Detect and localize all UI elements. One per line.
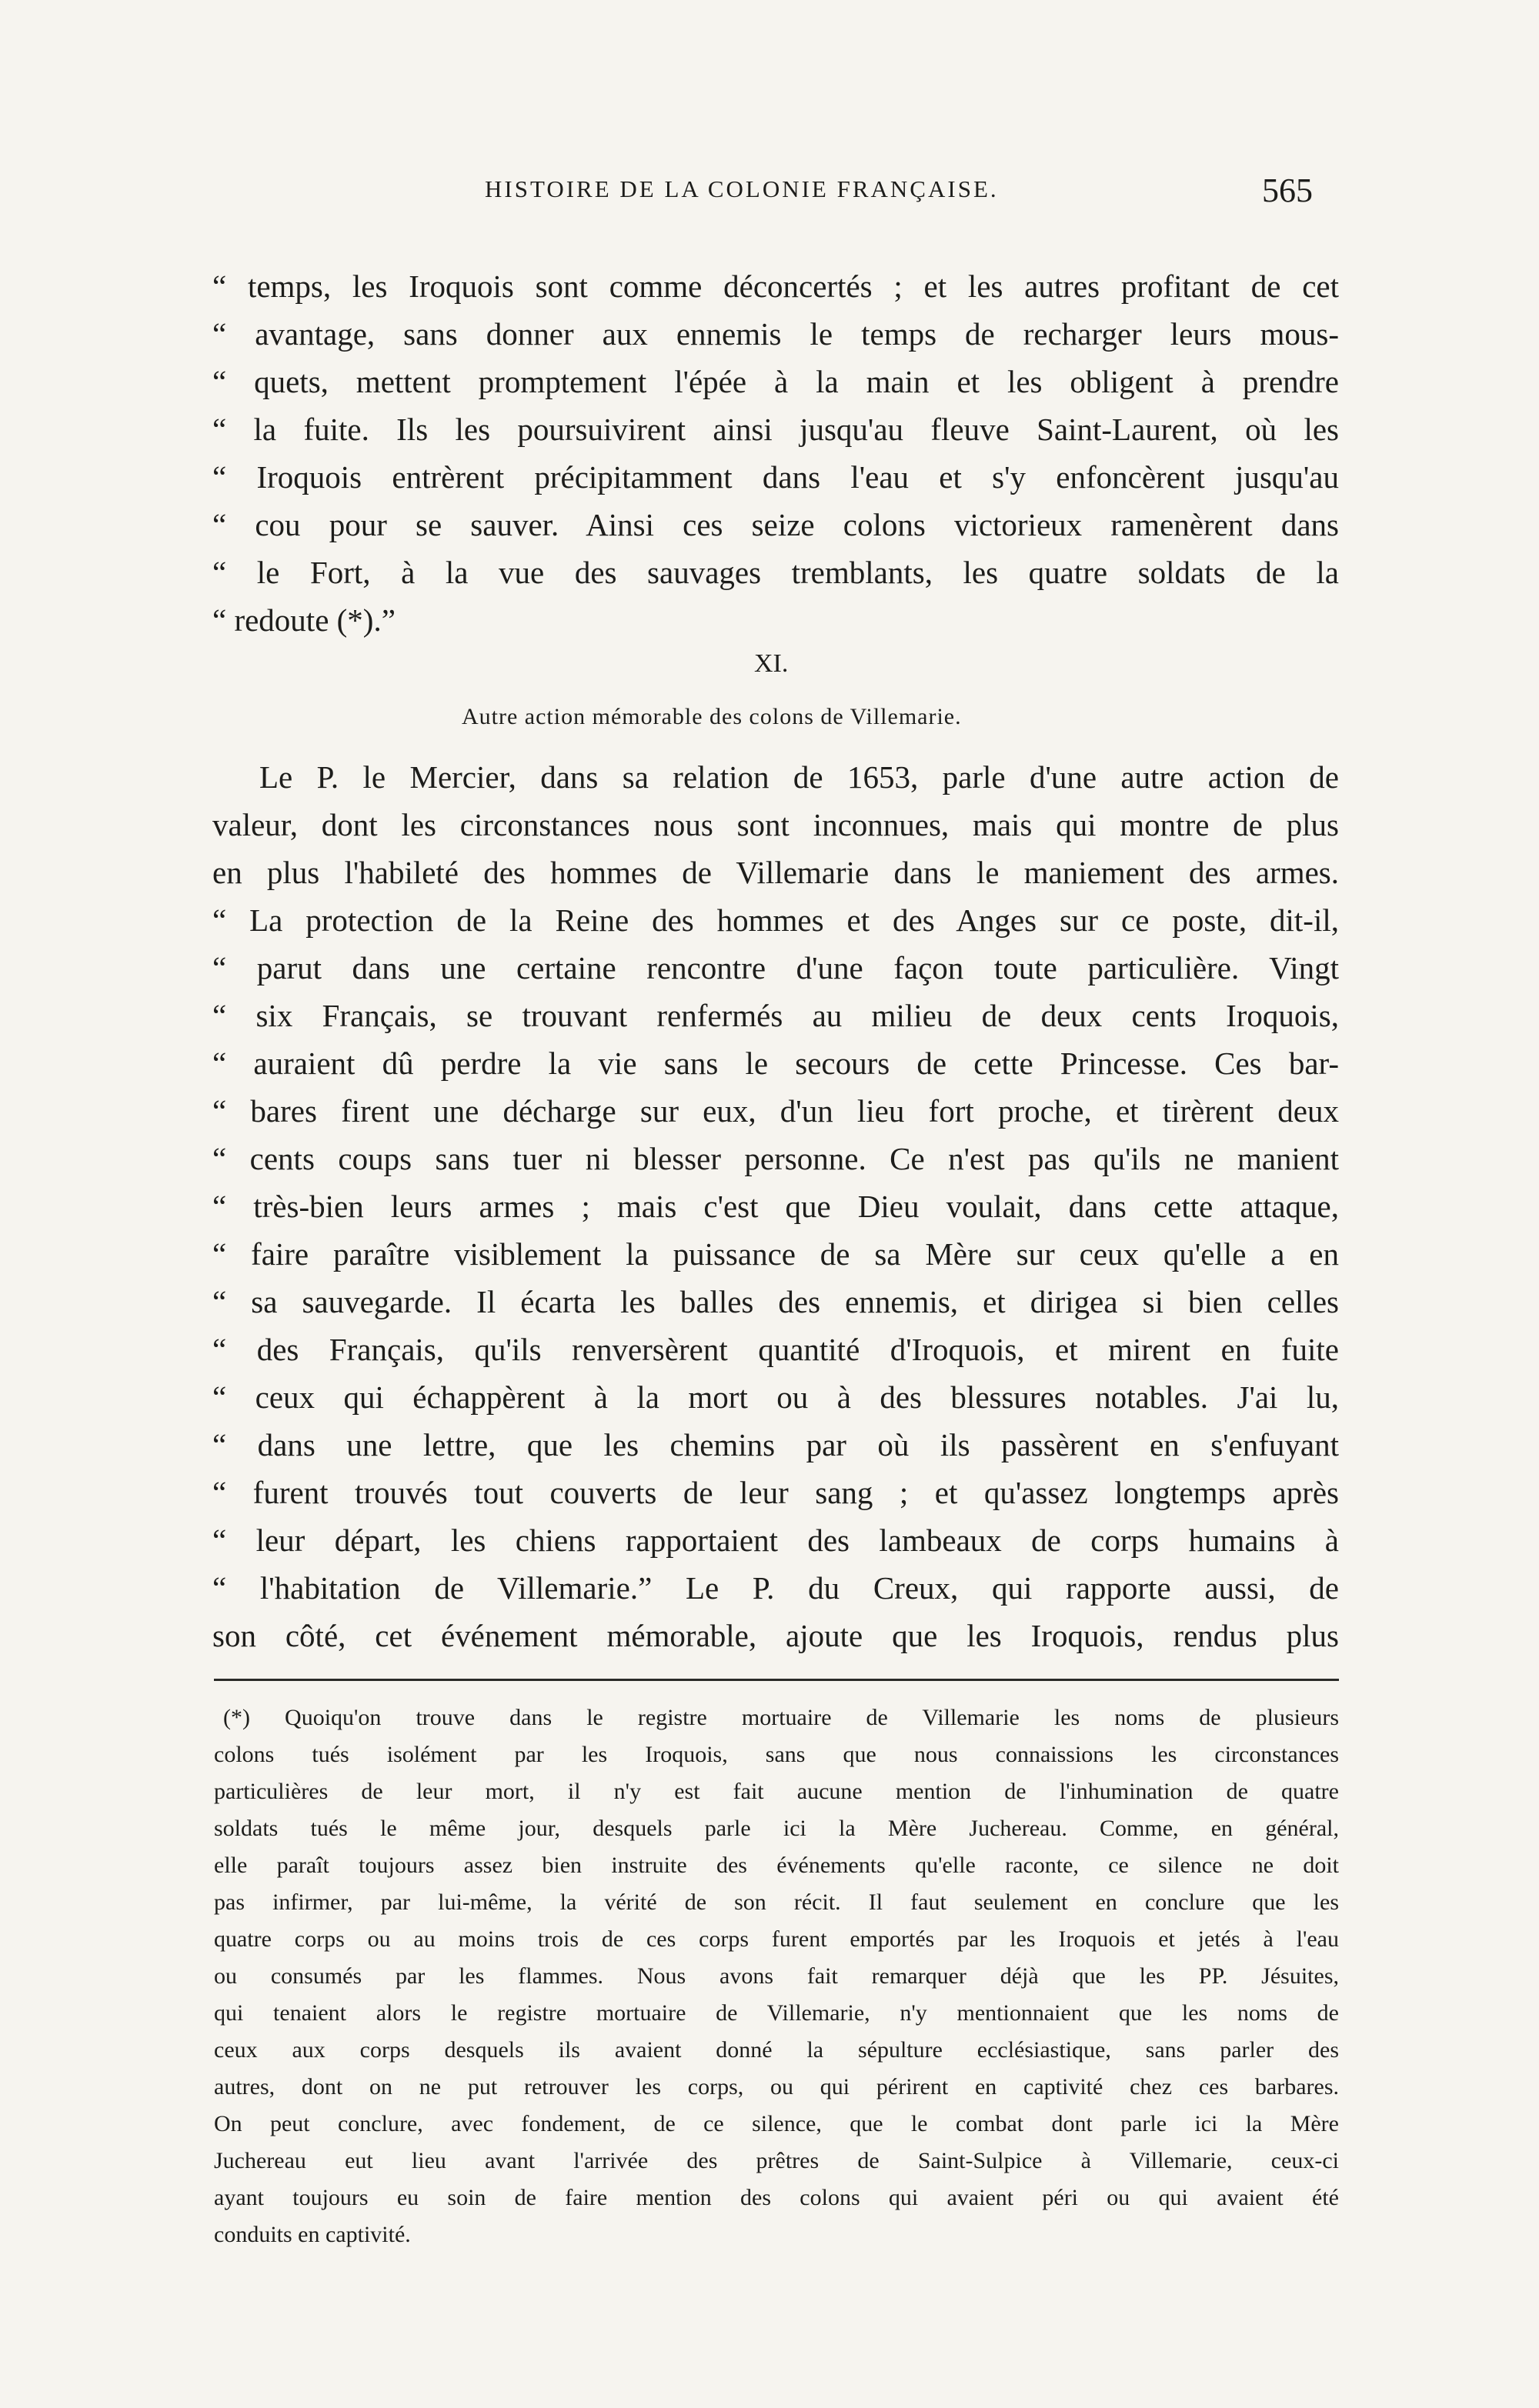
footnote-line: ayant toujours eu soin de faire mention des colons qui avaient péri ou qui avaient été [214, 2185, 1339, 2210]
text-line: “ auraient dû perdre la vie sans le secours de cette Princesse. Ces bar- [212, 1046, 1339, 1081]
text-line: “ redoute (*).” [212, 602, 396, 638]
text-line: “ le Fort, à la vue des sauvages tremblants, les quatre soldats de la [212, 555, 1339, 590]
text-line: “ avantage, sans donner aux ennemis le temps de recharger leurs mous- [212, 316, 1339, 352]
text-line: “ cou pour se sauver. Ainsi ces seize colons victorieux ramenèrent dans [212, 507, 1339, 542]
text-line: “ cents coups sans tuer ni blesser personne. Ce n'est pas qu'ils ne manient [212, 1141, 1339, 1176]
text-line: en plus l'habileté des hommes de Villemarie dans le maniement des armes. [212, 855, 1339, 890]
text-line: “ des Français, qu'ils renversèrent quantité d'Iroquois, et mirent en fuite [212, 1332, 1339, 1367]
text-line: son côté, cet événement mémorable, ajoute que les Iroquois, rendus plus [212, 1618, 1339, 1653]
footnote-line: quatre corps ou au moins trois de ces corps furent emportés par les Iroquois et jetés à l'eau [214, 1926, 1339, 1952]
page-number: 565 [1262, 172, 1313, 209]
footnote-line: On peut conclure, avec fondement, de ce silence, que le combat dont parle ici la Mère [214, 2111, 1339, 2136]
running-head: HISTOIRE DE LA COLONIE FRANÇAISE. [485, 175, 999, 202]
text-line: “ très-bien leurs armes ; mais c'est que Dieu voulait, dans cette attaque, [212, 1189, 1339, 1224]
section-title: Autre action mémorable des colons de Villemarie. [462, 704, 962, 729]
section-number: XI. [754, 649, 789, 678]
text-line: “ l'habitation de Villemarie.” Le P. du Creux, qui rapporte aussi, de [212, 1570, 1339, 1606]
footnote-line: elle paraît toujours assez bien instruite des événements qu'elle raconte, ce silence ne doit [214, 1853, 1339, 1878]
footnote-line: qui tenaient alors le registre mortuaire de Villemarie, n'y mentionnaient que les noms de [214, 2000, 1339, 2026]
footnote-line: Juchereau eut lieu avant l'arrivée des prêtres de Saint-Sulpice à Villemarie, ceux-ci [214, 2148, 1339, 2173]
text-line: “ furent trouvés tout couverts de leur sang ; et qu'assez longtemps après [212, 1475, 1339, 1510]
text-line: “ sa sauvegarde. Il écarta les balles des ennemis, et dirigea si bien celles [212, 1284, 1339, 1319]
footnote-line: ceux aux corps desquels ils avaient donné la sépulture ecclésiastique, sans parler des [214, 2037, 1339, 2063]
footnote-line: conduits en captivité. [214, 2222, 411, 2247]
text-line: “ leur départ, les chiens rapportaient des lambeaux de corps humains à [212, 1523, 1339, 1558]
footnote-line: particulières de leur mort, il n'y est fait aucune mention de l'inhumination de quatre [214, 1779, 1339, 1804]
text-line: “ Iroquois entrèrent précipitamment dans l'eau et s'y enfoncèrent jusqu'au [212, 459, 1339, 495]
footnote-line: soldats tués le même jour, desquels parle ici la Mère Juchereau. Comme, en général, [214, 1816, 1339, 1841]
text-line: “ faire paraître visiblement la puissance de sa Mère sur ceux qu'elle a en [212, 1236, 1339, 1272]
footnote-line: autres, dont on ne put retrouver les corps, ou qui périrent en captivité chez ces barbares. [214, 2074, 1339, 2099]
text-line: “ parut dans une certaine rencontre d'une façon toute particulière. Vingt [212, 950, 1339, 986]
text-line: “ temps, les Iroquois sont comme déconcertés ; et les autres profitant de cet [212, 268, 1339, 304]
text-line: “ quets, mettent promptement l'épée à la main et les obligent à prendre [212, 364, 1339, 399]
text-line: “ bares firent une décharge sur eux, d'un lieu fort proche, et tirèrent deux [212, 1093, 1339, 1129]
text-line: “ dans une lettre, que les chemins par où ils passèrent en s'enfuyant [212, 1427, 1339, 1462]
footnote-rule [214, 1679, 1339, 1681]
text-line: “ La protection de la Reine des hommes et des Anges sur ce poste, dit-il, [212, 902, 1339, 938]
footnote-line: (*) Quoiqu'on trouve dans le registre mortuaire de Villemarie les noms de plusieurs [223, 1705, 1339, 1730]
footnote-line: pas infirmer, par lui-même, la vérité de son récit. Il faut seulement en conclure que les [214, 1889, 1339, 1915]
footnote-line: ou consumés par les flammes. Nous avons fait remarquer déjà que les PP. Jésuites, [214, 1963, 1339, 1989]
footnote-line: colons tués isolément par les Iroquois, sans que nous connaissions les circonstances [214, 1742, 1339, 1767]
text-line: “ six Français, se trouvant renfermés au milieu de deux cents Iroquois, [212, 998, 1339, 1033]
text-line: “ ceux qui échappèrent à la mort ou à des blessures notables. J'ai lu, [212, 1379, 1339, 1415]
text-line: valeur, dont les circonstances nous sont inconnues, mais qui montre de plus [212, 807, 1339, 842]
text-line: Le P. le Mercier, dans sa relation de 1653, parle d'une autre action de [259, 759, 1339, 795]
text-line: “ la fuite. Ils les poursuivirent ainsi jusqu'au fleuve Saint-Laurent, où les [212, 412, 1339, 447]
